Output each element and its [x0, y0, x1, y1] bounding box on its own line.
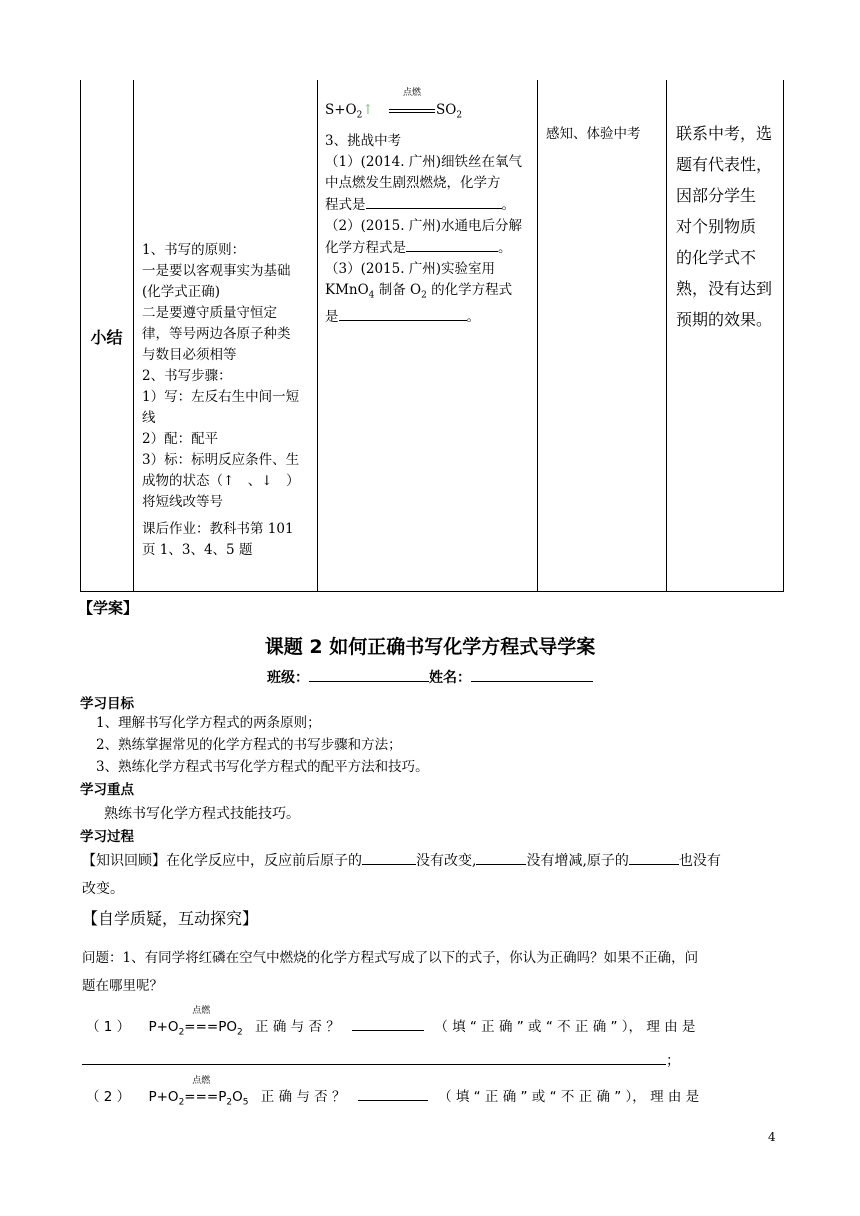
goals-list: 1、理解书写化学方程式的两条原则； 2、熟练掌握常见的化学方程式的书写步骤和方法； 3、熟练化学方程式书写化学方程式的配平方法和技巧。 — [96, 715, 429, 775]
summary-table — [80, 80, 784, 592]
q1-reason-line: ； — [82, 1050, 680, 1070]
page-title: 课题 2 如何正确书写化学方程式导学案 — [264, 636, 596, 658]
class-name-line: 班级： 姓名： — [0, 667, 860, 687]
self-study-heading: 【自学质疑，互动探究】 — [82, 909, 259, 928]
sulfur-equation: $S+O_2↑$ 点燃 $SO_2$ — [325, 88, 463, 121]
section-tag: 【学案】 — [78, 599, 139, 617]
question-1-cont: 题在哪里呢？ — [82, 978, 163, 994]
q2-row: （ 2 ） $P+O_2$ 点燃 $===P_2O_5$ 正 确 与 否 ？ （ 填 “ 正 确 ” 或 “ 不 正 确 ” ）， 理 由 是 — [86, 1076, 700, 1108]
question-1: 问题：1、有同学将红磷在空气中燃烧的化学方程式写成了以下的式子，你认为正确吗？如果不正确，问 — [82, 950, 699, 966]
row-label: 小结 — [90, 327, 123, 347]
reflection: 联系中考，选 题有代表性， 因部分学生 对个别物质 的化学式不 熟，没有达到 预期的效果。 — [676, 124, 773, 329]
teaching-intent: 感知、体验中考 — [546, 126, 641, 142]
focus-text: 熟练书写化学方程式技能技巧。 — [104, 806, 300, 822]
process-heading: 学习过程 — [80, 829, 134, 845]
knowledge-review-cont: 改变。 — [82, 881, 124, 897]
goals-heading: 学习目标 — [80, 696, 134, 712]
page-number: 4 — [768, 1130, 776, 1144]
knowledge-review: 【知识回顾】在化学反应中，反应前后原子的 没有改变, 没有增减,原子的 也没有 — [82, 850, 721, 870]
focus-heading: 学习重点 — [80, 782, 134, 798]
challenge-exam: $S+O_2↑$ 点燃 $SO_2$ 3、挑战中考 （1）(2014. 广州)细铁丝在氧气 中点燃发生剧烈燃烧，化学方 程式是 。 （2）(2015. 广州)水通电后分解 化学方程式是 。 （3）(2015. 广州)实验室用 KMnO$_4$ 制备 $O_2$ 的化学方程式 是 。 — [325, 100, 533, 328]
summary-principles: 1、书写的原则： 一是要以客观事实为基础 (化学式正确) 二是要遵守质量守恒定 律，等号两边各原子种类 与数目必须相等 2、书写步骤： 1）写：左反右生中间一短 线 2）配：配平 3）标：标明反应条件、生 成物的状态（↑ 、↓ ） 将短线改等号 课后作业：教科书第 101 页 1、3、4、5 题 — [142, 242, 300, 558]
q1-row: （ 1 ） $P+O_2$ 点燃 $===PO_2$ 正 确 与 否 ？ （ 填 “ 正 确 ” 或 “ 不 正 确 ” ）， 理 由 是 — [86, 1006, 696, 1038]
